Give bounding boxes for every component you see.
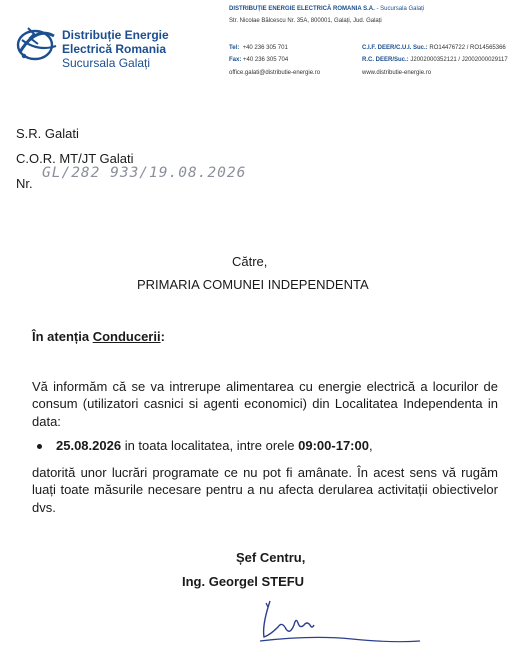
rc-line: R.C. DEER/Suc.: J2002000352121 / J2002000029117 [362,57,508,63]
cif-line: C.I.F. DEER/C.U.I. Suc.: RO14476722 / RO14565366 [362,45,506,51]
brand-line-2: Electrică Romania [62,42,167,56]
registration-number-handwritten: GL/282 933/19.08.2026 [42,165,247,181]
globe-logo-icon [14,22,60,66]
addressee-name: PRIMARIA COMUNEI INDEPENDENTA [137,277,369,292]
signatory-name: Ing. Georgel STEFU [182,574,305,589]
brand-line-1: Distribuție Energie [62,28,169,42]
intro-paragraph: Vă informăm că se va intrerupe alimentarea cu energie electrică a locurilor de consum (utilizatori casnici si agenti economici) din Localitatea Independenta in data: [32,379,498,429]
outage-bullet: 25.08.2026 in toata localitatea, intre orele 09:00-17:00, [56,438,373,453]
catre-label: Către, [232,254,268,269]
recipient-line-2: C.O.R. MT/JT Galati [16,151,134,166]
company-address: Str. Nicolae Bălcescu Nr. 35A, 800001, Galați, Jud. Galați [229,18,382,24]
recipient-line-1: S.R. Galati [16,126,79,141]
bullet-dot [37,444,42,449]
company-name: DISTRIBUȚIE ENERGIE ELECTRICĂ ROMANIA S.A. - Sucursala Galați [229,6,425,12]
handwritten-signature-icon [252,595,424,651]
nr-label: Nr. [16,176,33,191]
fax-line: Fax: +40 236 305 704 [229,57,289,63]
attention-line: În atenția Conducerii: [32,329,165,344]
closing-paragraph: datorită unor lucrări programate ce nu pot fi amânate. În acest sens vă rugăm luați toate măsurile necesare pentru a nu afecta derularea activitații obiectivelor dvs. [32,465,498,515]
brand-line-3: Sucursala Galați [62,56,151,70]
website-line: www.distributie-energie.ro [362,70,432,76]
email-line: office.galati@distributie-energie.ro [229,70,321,76]
tel-line: Tel: +40 236 305 701 [229,45,288,51]
signatory-title: Șef Centru, [236,550,306,565]
